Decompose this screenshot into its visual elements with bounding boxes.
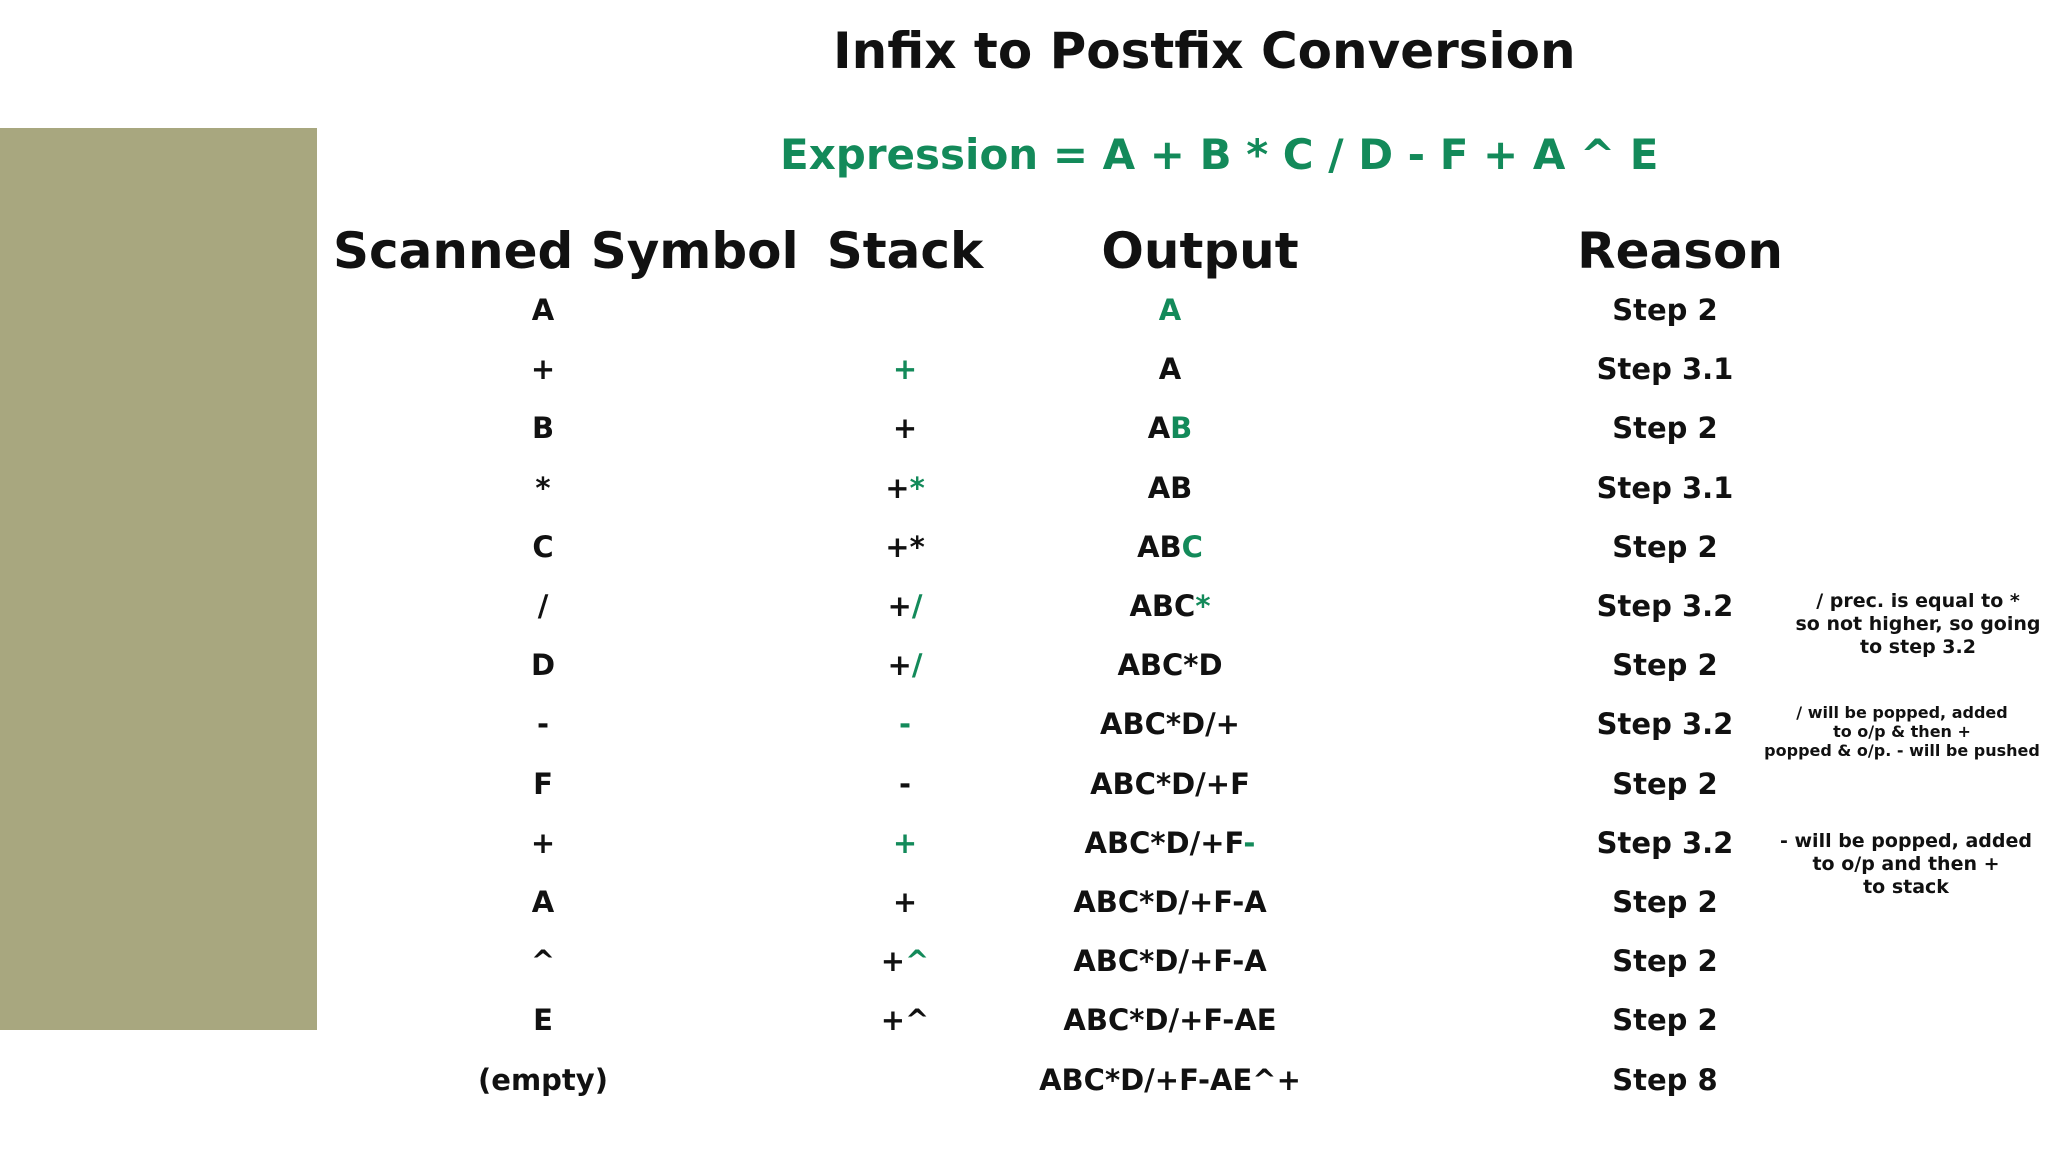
reason-cell: Step 2 bbox=[1612, 1003, 1718, 1037]
stack-existing: - bbox=[898, 767, 912, 801]
stack-existing: + bbox=[892, 411, 918, 445]
note-line: / prec. is equal to * bbox=[1816, 590, 2020, 612]
stack-new: / bbox=[911, 648, 923, 682]
output-cell bbox=[970, 647, 1370, 683]
stack-new: + bbox=[892, 352, 918, 386]
scanned-symbol-cell: F bbox=[533, 767, 553, 801]
output-existing: ABC*D/+F bbox=[1084, 826, 1244, 860]
scanned-symbol-cell: E bbox=[533, 1003, 553, 1037]
note-line: to o/p & then + bbox=[1833, 722, 1971, 741]
page-title: Infix to Postfix Conversion bbox=[833, 22, 1576, 80]
reason-cell: Step 3.1 bbox=[1596, 352, 1734, 386]
scanned-symbol-cell: - bbox=[536, 707, 550, 741]
reason-cell: Step 2 bbox=[1612, 885, 1718, 919]
stack-new: + bbox=[892, 826, 918, 860]
stack-new: * bbox=[909, 471, 925, 505]
output-existing: AB bbox=[1147, 471, 1193, 505]
output-new: A bbox=[1158, 293, 1182, 327]
reason-cell: Step 3.1 bbox=[1596, 471, 1734, 505]
note-line: to o/p and then + bbox=[1812, 853, 2000, 875]
reason-cell: Step 3.2 bbox=[1596, 589, 1734, 623]
scanned-symbol-cell: C bbox=[532, 530, 554, 564]
output-cell bbox=[970, 884, 1370, 920]
header-output: Output bbox=[1101, 222, 1299, 280]
output-cell bbox=[970, 292, 1370, 328]
note-line: popped & o/p. - will be pushed bbox=[1764, 741, 2040, 760]
reason-cell: Step 2 bbox=[1612, 530, 1718, 564]
output-cell bbox=[970, 529, 1370, 565]
output-existing: ABC*D/+F-AE bbox=[1063, 1003, 1277, 1037]
output-new: - bbox=[1243, 826, 1256, 860]
expression-line: Expression = A + B * C / D - F + A ^ E bbox=[780, 130, 1659, 179]
note-line: to stack bbox=[1863, 876, 1949, 898]
note-line: so not higher, so going bbox=[1795, 613, 2041, 635]
stack-existing: + bbox=[880, 944, 905, 978]
output-cell bbox=[970, 1062, 1370, 1098]
header-stack: Stack bbox=[826, 222, 984, 280]
stack-existing: +* bbox=[885, 530, 925, 564]
output-cell bbox=[970, 588, 1370, 624]
output-cell bbox=[970, 943, 1370, 979]
scanned-symbol-cell: B bbox=[531, 411, 555, 445]
header-scanned-symbol: Scanned Symbol bbox=[333, 222, 799, 280]
scanned-symbol-cell: + bbox=[530, 826, 556, 860]
output-cell bbox=[970, 825, 1370, 861]
scanned-symbol-cell: * bbox=[535, 471, 551, 505]
output-cell bbox=[970, 410, 1370, 446]
scanned-symbol-cell: + bbox=[530, 352, 556, 386]
scanned-symbol-cell: A bbox=[531, 885, 555, 919]
output-existing: ABC bbox=[1129, 589, 1196, 623]
output-existing: ABC*D/+F-A bbox=[1073, 944, 1267, 978]
note-row-6 bbox=[1788, 590, 2048, 659]
reason-cell: Step 2 bbox=[1612, 767, 1718, 801]
output-cell bbox=[970, 1002, 1370, 1038]
side-panel bbox=[0, 128, 317, 1030]
output-existing: ABC*D/+F-A bbox=[1073, 885, 1267, 919]
reason-cell: Step 2 bbox=[1612, 944, 1718, 978]
stack-new: ^ bbox=[905, 944, 930, 978]
stack-existing: + bbox=[887, 589, 912, 623]
scanned-symbol-cell: (empty) bbox=[478, 1063, 608, 1097]
reason-cell: Step 3.2 bbox=[1596, 707, 1734, 741]
output-existing: ABC*D/+F-AE^+ bbox=[1039, 1063, 1301, 1097]
output-existing: A bbox=[1158, 352, 1182, 386]
reason-cell: Step 8 bbox=[1612, 1063, 1718, 1097]
note-line: / will be popped, added bbox=[1796, 703, 2008, 722]
reason-cell: Step 2 bbox=[1612, 411, 1718, 445]
stack-new: - bbox=[898, 707, 912, 741]
output-cell bbox=[970, 706, 1370, 742]
note-line: - will be popped, added bbox=[1780, 830, 2032, 852]
output-existing: ABC*D bbox=[1117, 648, 1223, 682]
scanned-symbol-cell: A bbox=[531, 293, 555, 327]
scanned-symbol-cell: / bbox=[537, 589, 549, 623]
note-line: to step 3.2 bbox=[1860, 636, 1976, 658]
stack-existing: + bbox=[887, 648, 912, 682]
output-cell bbox=[970, 351, 1370, 387]
output-existing: A bbox=[1147, 411, 1171, 445]
output-new: * bbox=[1195, 589, 1211, 623]
output-cell bbox=[970, 766, 1370, 802]
reason-cell: Step 3.2 bbox=[1596, 826, 1734, 860]
output-cell bbox=[970, 470, 1370, 506]
header-reason: Reason bbox=[1577, 222, 1783, 280]
note-row-8 bbox=[1756, 703, 2048, 760]
output-existing: ABC*D/+ bbox=[1100, 707, 1240, 741]
stack-existing: + bbox=[892, 885, 918, 919]
output-existing: AB bbox=[1137, 530, 1182, 564]
stack-existing: + bbox=[885, 471, 910, 505]
stack-existing: +^ bbox=[880, 1003, 930, 1037]
output-new: B bbox=[1170, 411, 1193, 445]
note-row-10 bbox=[1766, 830, 2046, 899]
output-new: C bbox=[1181, 530, 1203, 564]
reason-cell: Step 2 bbox=[1612, 648, 1718, 682]
stack-new: / bbox=[911, 589, 923, 623]
scanned-symbol-cell: ^ bbox=[530, 944, 556, 978]
scanned-symbol-cell: D bbox=[530, 648, 556, 682]
reason-cell: Step 2 bbox=[1612, 293, 1718, 327]
output-existing: ABC*D/+F bbox=[1090, 767, 1250, 801]
